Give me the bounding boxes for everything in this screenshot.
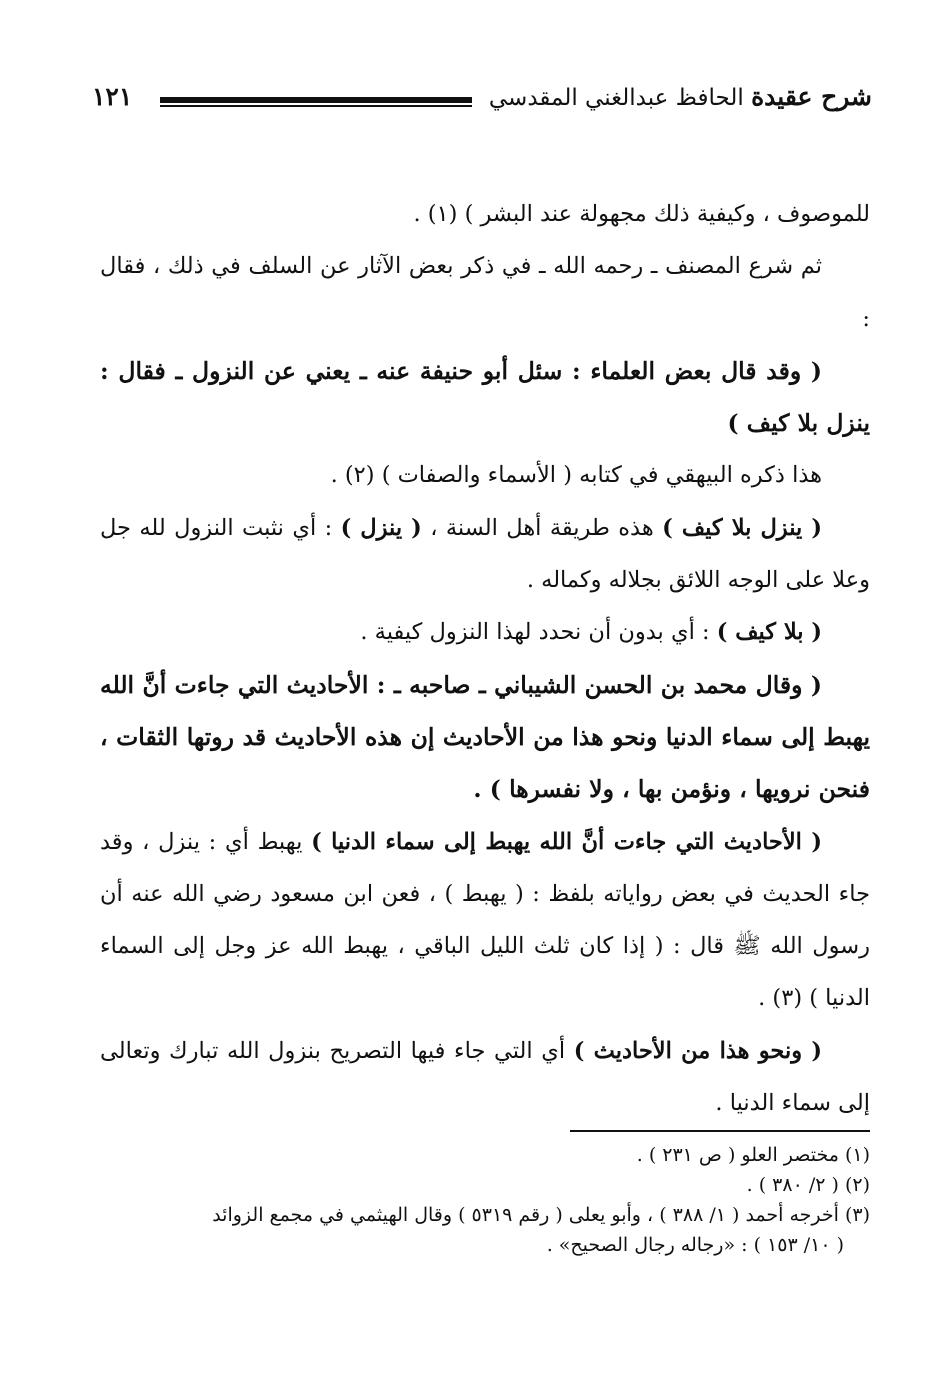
footnotes xyxy=(100,1140,870,1260)
footnote-1: (١) مختصر العلو ( ص ٢٣١ ) . xyxy=(636,1144,870,1166)
plain-phrase: أي التي جاء فيها التصريح بنزول الله تبارك وتعالى إلى سماء الدنيا . xyxy=(100,1037,870,1117)
bold-phrase-2: ( ينزل ) xyxy=(340,514,422,541)
footnote-3-continued: ( ١٠/ ١٥٣ ) : «رجاله رجال الصحيح» . xyxy=(546,1234,844,1256)
paragraph-yanzil xyxy=(100,502,870,607)
plain-phrase-2: : أي نثبت النزول لله جل وعلا على الوجه اللائق بجلاله وكماله . xyxy=(100,514,870,594)
bold-phrase: ( ينزل بلا كيف ) xyxy=(662,514,822,541)
bold-phrase: ( ونحو هذا من الأحاديث ) xyxy=(573,1037,823,1064)
paragraph-nahw xyxy=(100,1025,870,1130)
paragraph-ahadith xyxy=(100,816,870,1025)
footnote-rule xyxy=(570,1130,870,1132)
plain-phrase: هذه طريقة أهل السنة ، xyxy=(421,514,663,541)
paragraph-bila-kayf xyxy=(100,606,870,658)
main-text xyxy=(100,188,870,1129)
plain-phrase: : أي بدون أن نحدد لهذا النزول كيفية . xyxy=(360,619,717,646)
header-rule xyxy=(160,97,472,107)
paragraph-1: للموصوف ، وكيفية ذلك مجهولة عند البشر ) (١) . xyxy=(413,201,870,227)
quote-shaybani: ( وقال محمد بن الحسن الشيباني ـ صاحبه ـ : الأحاديث التي جاءت أنَّ الله يهبط إلى سماء الدنيا ونحو هذا من الأحاديث إن هذه الأحاديث قد روتها الثقات ، فنحن نرويها ، ونؤمن بها ، ولا نفسرها ) . xyxy=(100,670,870,804)
footnote-3: (٣) أخرجه أحمد ( ١/ ٣٨٨ ) ، وأبو يعلى ( رقم ٥٣١٩ ) وقال الهيثمي في مجمع الزوائد xyxy=(212,1204,870,1226)
paragraph-2: ثم شرع المصنف ـ رحمه الله ـ في ذكر بعض الآثار عن السلف في ذلك ، فقال : xyxy=(100,253,870,332)
plain-phrase: يهبط أي : ينزل ، وقد جاء الحديث في بعض رواياته بلفظ : ( يهبط ) ، فعن ابن مسعود رضي الله عنه أن رسول الله ﷺ قال : ( إذا كان ثلث الليل الباقي ، يهبط الله عز وجل إلى السماء الدنيا ) (٣) . xyxy=(100,828,870,1012)
bold-phrase: ( الأحاديث التي جاءت أنَّ الله يهبط إلى سماء الدنيا ) xyxy=(311,828,822,855)
running-header-title xyxy=(489,82,872,111)
header-title-bold: شرح عقيدة xyxy=(751,82,872,111)
bold-phrase: ( بلا كيف ) xyxy=(716,619,822,646)
header-title-rest: الحافظ عبدالغني المقدسي xyxy=(488,85,752,111)
paragraph-bayhaqi: هذا ذكره البيهقي في كتابه ( الأسماء والصفات ) (٢) . xyxy=(330,462,822,489)
page-number: ١٢١ xyxy=(92,82,133,111)
footnote-2: (٢) ( ٢/ ٣٨٠ ) . xyxy=(746,1174,870,1196)
quote-abu-hanifa: ( وقد قال بعض العلماء : سئل أبو حنيفة عنه ـ يعني عن النزول ـ فقال : ينزل بلا كيف ) xyxy=(100,356,870,438)
